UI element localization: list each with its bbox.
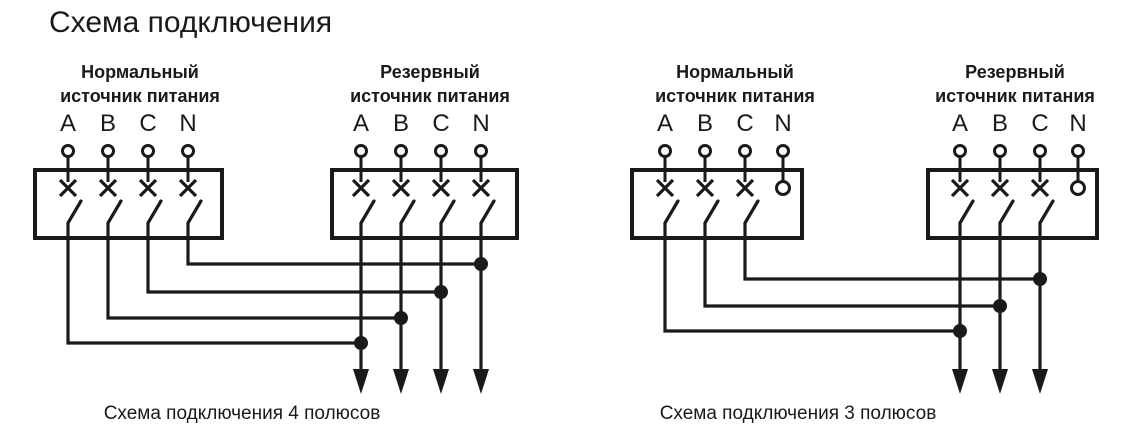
switch-blade [745, 201, 758, 223]
switch-blade [68, 201, 81, 223]
output-arrowhead-icon [952, 369, 968, 394]
phase-label: C [432, 110, 450, 137]
terminal-circle-icon [778, 146, 789, 157]
terminal-circle-icon [183, 146, 194, 157]
source-label-line-2: источник питания [655, 86, 815, 106]
phase-label: B [696, 110, 714, 137]
reserve-source-label [350, 60, 510, 108]
switch-blade [401, 201, 414, 223]
source-label-line-2: источник питания [60, 86, 220, 106]
switch-blade [960, 201, 973, 223]
switch-blade [1000, 201, 1013, 223]
phase-label: N [179, 110, 197, 137]
source-label-line-1: Нормальный [81, 62, 199, 82]
junction-dot [354, 336, 368, 350]
neutral-terminal-circle-icon [1072, 182, 1085, 195]
junction-dot [993, 299, 1007, 313]
phase-label: N [472, 110, 490, 137]
page-title: Схема подключения [49, 6, 333, 39]
terminal-circle-icon [103, 146, 114, 157]
output-arrowhead-icon [353, 369, 369, 394]
transfer-wire [148, 223, 441, 292]
phase-label: N [774, 110, 792, 137]
switch-blade [441, 201, 454, 223]
terminal-circle-icon [436, 146, 447, 157]
terminal-circle-icon [396, 146, 407, 157]
source-label-line-2: источник питания [350, 86, 510, 106]
output-arrowhead-icon [473, 369, 489, 394]
diagram-caption-3-pole: Схема подключения 3 полюсов [659, 403, 937, 424]
source-label-line-1: Нормальный [676, 62, 794, 82]
terminal-circle-icon [1035, 146, 1046, 157]
phase-label: A [352, 110, 370, 137]
junction-dot [394, 311, 408, 325]
switch-blade [1040, 201, 1053, 223]
terminal-circle-icon [63, 146, 74, 157]
source-label-line-1: Резервный [380, 62, 480, 82]
transfer-wire [68, 223, 361, 343]
switch-blade [665, 201, 678, 223]
phase-label: B [392, 110, 410, 137]
transfer-wire [745, 223, 1040, 279]
source-label-line-1: Резервный [965, 62, 1065, 82]
switch-blade [148, 201, 161, 223]
terminal-circle-icon [143, 146, 154, 157]
phase-label: C [1031, 110, 1049, 137]
transfer-wire [188, 223, 481, 264]
terminal-circle-icon [660, 146, 671, 157]
terminal-circle-icon [1073, 146, 1084, 157]
terminal-circle-icon [995, 146, 1006, 157]
transfer-wire [705, 223, 1000, 306]
junction-dot [434, 285, 448, 299]
reserve-source-label [935, 60, 1095, 108]
source-label-line-2: источник питания [935, 86, 1095, 106]
output-arrowhead-icon [393, 369, 409, 394]
diagram-caption-4-pole: Схема подключения 4 полюсов [103, 403, 381, 424]
phase-label: A [656, 110, 674, 137]
phase-label: B [99, 110, 117, 137]
output-arrowhead-icon [992, 369, 1008, 394]
neutral-terminal-circle-icon [777, 182, 790, 195]
terminal-circle-icon [476, 146, 487, 157]
terminal-circle-icon [356, 146, 367, 157]
terminal-circle-icon [955, 146, 966, 157]
phase-label: B [991, 110, 1009, 137]
phase-label: A [59, 110, 77, 137]
phase-label: C [139, 110, 157, 137]
switch-blade [361, 201, 374, 223]
switch-blade [108, 201, 121, 223]
switch-blade [188, 201, 201, 223]
junction-dot [474, 257, 488, 271]
switch-blade [705, 201, 718, 223]
junction-dot [953, 324, 967, 338]
output-arrowhead-icon [1032, 369, 1048, 394]
diagram-4-pole [35, 146, 517, 395]
phase-label: C [736, 110, 754, 137]
phase-label: A [951, 110, 969, 137]
terminal-circle-icon [700, 146, 711, 157]
switch-blade [481, 201, 494, 223]
terminal-circle-icon [740, 146, 751, 157]
phase-label: N [1069, 110, 1087, 137]
output-arrowhead-icon [433, 369, 449, 394]
junction-dot [1033, 272, 1047, 286]
diagram-3-pole [632, 146, 1097, 395]
normal-source-label [60, 60, 220, 108]
normal-source-label [655, 60, 815, 108]
